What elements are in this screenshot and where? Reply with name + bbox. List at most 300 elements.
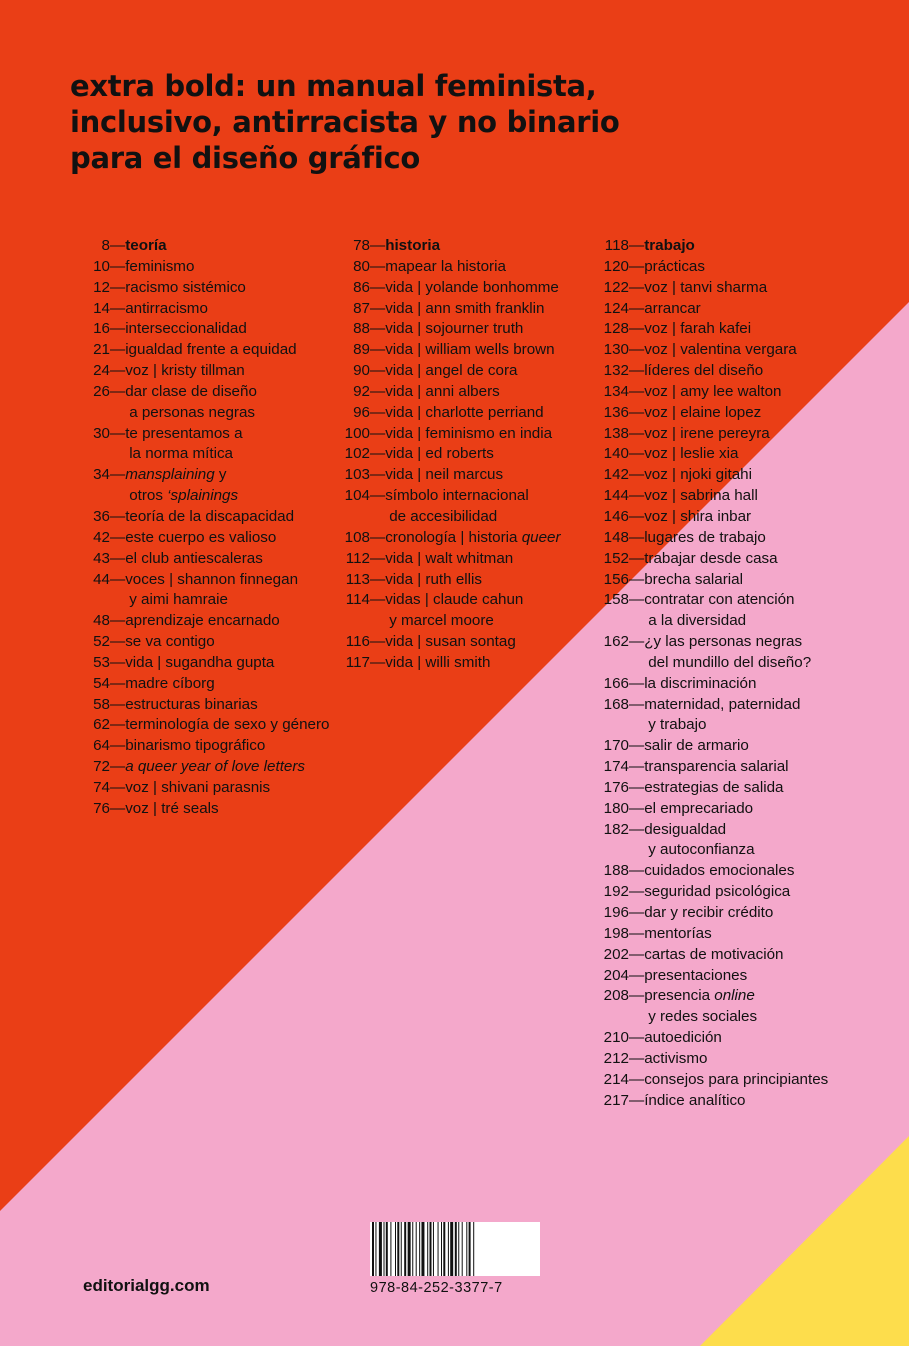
- em-dash-separator: —: [110, 737, 126, 755]
- toc-entry-title: [125, 549, 263, 570]
- em-dash-separator: —: [110, 320, 126, 338]
- toc-entry-title: [125, 528, 276, 549]
- toc-page-number: 196: [603, 904, 629, 921]
- toc-page-number: 34: [93, 466, 110, 484]
- toc-entry-title: [644, 799, 753, 820]
- toc-entry-title: [644, 674, 756, 695]
- toc-entry: [70, 653, 350, 674]
- toc-entry-line: vida | angel de cora: [385, 362, 518, 380]
- toc-entry-line: ¿y las personas negras: [644, 633, 803, 651]
- toc-page-number: 176: [603, 778, 629, 796]
- toc-entry: [70, 674, 350, 695]
- toc-entry-line: racismo sistémico: [125, 278, 246, 296]
- isbn-barcode: [370, 1222, 540, 1276]
- toc-entry-title: [125, 695, 258, 716]
- toc-entry-line: a personas negras: [129, 403, 255, 421]
- em-dash-separator: —: [110, 612, 126, 630]
- toc-entry-title: [385, 528, 560, 549]
- toc-entry-title: [385, 299, 544, 320]
- toc-entry-title: [385, 257, 506, 278]
- toc-entry-title: [644, 736, 749, 757]
- toc-entry-title: [644, 757, 788, 778]
- toc-entry-line: seguridad psicológica: [644, 883, 791, 901]
- toc-entry: [70, 424, 350, 466]
- toc-entry-title: [125, 507, 294, 528]
- toc-entry-title: [385, 465, 503, 486]
- toc-entry-line: voz | njoki gitahi: [644, 466, 752, 484]
- toc-entry: [584, 945, 884, 966]
- em-dash-separator: —: [629, 674, 645, 692]
- em-dash-separator: —: [110, 362, 126, 380]
- toc-page-number: 108: [344, 528, 370, 546]
- toc-entry-line: y trabajo: [648, 716, 707, 734]
- title-line-2: inclusivo, antirracista y no binario: [70, 105, 620, 139]
- toc-entry: [584, 778, 884, 799]
- toc-entry: [70, 549, 350, 570]
- toc-entry-line: historia: [385, 237, 441, 254]
- toc-page-number: 62: [93, 716, 110, 734]
- toc-entry-title: [644, 924, 712, 945]
- toc-entry-title: [125, 340, 296, 361]
- toc-page-number: 142: [603, 466, 629, 484]
- toc-entry-title: [644, 1049, 707, 1070]
- toc-page-number: 116: [345, 633, 370, 651]
- toc-entry-line: y autoconfianza: [648, 841, 755, 859]
- toc-entry-title: [385, 570, 482, 591]
- toc-page-number: 42: [93, 528, 110, 546]
- toc-entry-line: vida | yolande bonhomme: [385, 278, 559, 296]
- em-dash-separator: —: [629, 507, 645, 525]
- toc-entry-line: interseccionalidad: [125, 320, 247, 338]
- em-dash-separator: —: [370, 528, 386, 546]
- toc-entry-title: [125, 424, 242, 466]
- em-dash-separator: —: [370, 257, 386, 275]
- toc-entry-line: de accesibilidad: [389, 507, 498, 525]
- em-dash-separator: —: [370, 445, 386, 463]
- toc-page-number: 8: [101, 237, 110, 254]
- toc-entry: [584, 403, 884, 424]
- toc-page-number: 114: [345, 591, 370, 609]
- toc-entry-line: y redes sociales: [648, 1008, 758, 1026]
- toc-page-number: 208: [603, 987, 629, 1005]
- toc-entry-line: lugares de trabajo: [644, 528, 766, 546]
- toc-entry-title: [644, 903, 773, 924]
- toc-page-number: 210: [603, 1029, 629, 1047]
- toc-entry-title: [125, 653, 274, 674]
- em-dash-separator: —: [370, 320, 386, 338]
- barcode-bar: [379, 1222, 382, 1276]
- toc-entry-line: vida | william wells brown: [385, 341, 555, 359]
- toc-page-number: 170: [603, 737, 629, 755]
- em-dash-separator: —: [110, 778, 126, 796]
- em-dash-separator: —: [110, 382, 126, 400]
- barcode-bar: [401, 1222, 402, 1276]
- toc-entry-line: vidas | claude cahun: [385, 591, 524, 609]
- toc-page-number: 104: [344, 487, 370, 505]
- toc-page-number: 76: [93, 799, 110, 817]
- toc-page-number: 134: [603, 382, 629, 400]
- toc-entry-title: [385, 653, 490, 674]
- title-line-1: extra bold: un manual feminista,: [70, 69, 597, 103]
- toc-page-number: 158: [603, 591, 629, 609]
- toc-page-number: 12: [93, 278, 110, 296]
- toc-entry-line: vida | sugandha gupta: [125, 653, 275, 671]
- em-dash-separator: —: [629, 1029, 645, 1047]
- toc-column-trabajo: [584, 236, 884, 1111]
- toc-entry-line: vida | susan sontag: [385, 633, 516, 651]
- toc-page-number: 24: [93, 362, 110, 380]
- toc-entry-line: la discriminación: [644, 674, 757, 692]
- toc-entry-line: antirracismo: [125, 299, 208, 317]
- toc-page-number: 72: [93, 758, 110, 776]
- em-dash-separator: —: [110, 570, 126, 588]
- toc-entry: [584, 674, 884, 695]
- toc-entry-line: y aimi hamraie: [129, 591, 228, 609]
- toc-entry: [584, 236, 884, 257]
- toc-entry: [584, 1049, 884, 1070]
- em-dash-separator: —: [370, 403, 386, 421]
- toc-entry-line: autoedición: [644, 1029, 722, 1047]
- barcode-bar: [419, 1222, 420, 1276]
- toc-entry: [584, 382, 884, 403]
- toc-entry: [70, 236, 350, 257]
- toc-entry-title: [125, 382, 257, 424]
- toc-entry-title: [644, 361, 763, 382]
- toc-column-historia: [326, 236, 576, 674]
- toc-entry-title: [385, 236, 440, 257]
- toc-entry: [326, 236, 576, 257]
- barcode-bar: [390, 1222, 391, 1276]
- toc-page-number: 90: [353, 362, 370, 380]
- toc-entry: [584, 1028, 884, 1049]
- toc-entry-line: consejos para principiantes: [644, 1070, 829, 1088]
- toc-entry-line: voz | leslie xia: [644, 445, 739, 463]
- toc-entry: [326, 278, 576, 299]
- toc-entry: [326, 424, 576, 445]
- toc-entry-line: voz | irene pereyra: [644, 424, 770, 442]
- toc-entry: [584, 903, 884, 924]
- toc-page-number: 180: [603, 799, 629, 817]
- toc-page-number: 74: [93, 778, 110, 796]
- toc-entry-line: trabajar desde casa: [644, 549, 778, 567]
- em-dash-separator: —: [629, 987, 645, 1005]
- barcode-bar: [427, 1222, 428, 1276]
- em-dash-separator: —: [370, 591, 386, 609]
- toc-entry: [584, 465, 884, 486]
- toc-page-number: 124: [603, 299, 629, 317]
- toc-entry: [584, 340, 884, 361]
- em-dash-separator: —: [629, 341, 645, 359]
- toc-entry: [326, 486, 576, 528]
- toc-entry-line: símbolo internacional: [385, 487, 529, 505]
- toc-entry-line: el club antiescaleras: [125, 549, 263, 567]
- toc-entry: [326, 403, 576, 424]
- toc-page-number: 58: [93, 695, 110, 713]
- toc-entry: [584, 986, 884, 1028]
- em-dash-separator: —: [370, 633, 386, 651]
- toc-entry: [584, 570, 884, 591]
- toc-entry-line: voz | amy lee walton: [644, 382, 782, 400]
- em-dash-separator: —: [110, 257, 126, 275]
- toc-entry-line: teoría de la discapacidad: [125, 507, 295, 525]
- toc-page-number: 36: [93, 507, 110, 525]
- toc-entry-title: [385, 340, 554, 361]
- em-dash-separator: —: [629, 320, 645, 338]
- toc-entry-line: índice analítico: [644, 1091, 746, 1109]
- toc-page-number: 166: [603, 674, 629, 692]
- toc-entry: [326, 549, 576, 570]
- toc-entry-title: [385, 278, 559, 299]
- em-dash-separator: —: [370, 466, 386, 484]
- toc-entry-title: [644, 319, 751, 340]
- toc-entry-title: [125, 465, 238, 507]
- toc-entry-line: vida | anni albers: [385, 382, 500, 400]
- toc-entry: [70, 799, 350, 820]
- barcode-bar: [375, 1222, 376, 1276]
- toc-entry: [584, 299, 884, 320]
- toc-entry-line: cuidados emocionales: [644, 862, 795, 880]
- toc-entry-line: madre cíborg: [125, 674, 215, 692]
- toc-entry-title: [385, 319, 523, 340]
- em-dash-separator: —: [629, 924, 645, 942]
- toc-entry: [70, 695, 350, 716]
- toc-entry-line: vida | sojourner truth: [385, 320, 524, 338]
- toc-entry-title: [644, 236, 695, 257]
- toc-entry-title: [385, 361, 517, 382]
- toc-page-number: 100: [344, 424, 370, 442]
- toc-entry-line: vida | walt whitman: [385, 549, 514, 567]
- toc-page-number: 102: [344, 445, 370, 463]
- em-dash-separator: —: [370, 424, 386, 442]
- toc-entry: [584, 1091, 884, 1112]
- toc-entry-line: mapear la historia: [385, 257, 506, 275]
- toc-page-number: 182: [603, 820, 629, 838]
- toc-entry: [584, 549, 884, 570]
- em-dash-separator: —: [629, 466, 645, 484]
- barcode-bar: [438, 1222, 439, 1276]
- barcode-bar: [473, 1222, 474, 1276]
- toc-page-number: 21: [93, 341, 110, 359]
- toc-entry-line: vida | feminismo en india: [385, 424, 553, 442]
- em-dash-separator: —: [629, 945, 645, 963]
- toc-entry-title: [125, 361, 245, 382]
- toc-page-number: 112: [345, 549, 370, 567]
- toc-entry: [584, 319, 884, 340]
- em-dash-separator: —: [629, 883, 645, 901]
- em-dash-separator: —: [110, 633, 126, 651]
- em-dash-separator: —: [370, 278, 386, 296]
- em-dash-separator: —: [629, 633, 645, 651]
- toc-entry-title: [125, 611, 280, 632]
- toc-entry-line: aprendizaje encarnado: [125, 612, 280, 630]
- toc-entry-title: [644, 465, 752, 486]
- toc-page-number: 16: [93, 320, 110, 338]
- toc-entry-title: [125, 278, 246, 299]
- toc-entry: [326, 361, 576, 382]
- book-title: [70, 68, 870, 176]
- em-dash-separator: —: [629, 570, 645, 588]
- barcode-bar: [404, 1222, 406, 1276]
- em-dash-separator: —: [629, 549, 645, 567]
- toc-entry-title: [125, 257, 194, 278]
- toc-entry-title: [385, 424, 552, 445]
- toc-entry-title: [644, 882, 790, 903]
- title-line-3: para el diseño gráfico: [70, 141, 420, 175]
- toc-entry-title: [385, 403, 543, 424]
- toc-page-number: 192: [603, 883, 629, 901]
- toc-entry: [584, 799, 884, 820]
- toc-entry-line: maternidad, paternidad: [644, 695, 801, 713]
- em-dash-separator: —: [110, 549, 126, 567]
- toc-entry-line: el emprecariado: [644, 799, 754, 817]
- toc-entry: [584, 882, 884, 903]
- barcode-bar: [384, 1222, 385, 1276]
- em-dash-separator: —: [629, 904, 645, 921]
- toc-entry-line: mansplaining y: [125, 466, 227, 484]
- em-dash-separator: —: [629, 403, 645, 421]
- em-dash-separator: —: [110, 466, 126, 484]
- toc-entry-line: voz | farah kafei: [644, 320, 752, 338]
- em-dash-separator: —: [629, 1070, 645, 1088]
- toc-page-number: 202: [603, 945, 629, 963]
- toc-entry: [70, 778, 350, 799]
- toc-entry-line: líderes del diseño: [644, 362, 764, 380]
- em-dash-separator: —: [370, 382, 386, 400]
- em-dash-separator: —: [629, 362, 645, 380]
- toc-entry: [326, 590, 576, 632]
- toc-page-number: 198: [603, 924, 629, 942]
- toc-page-number: 30: [93, 424, 110, 442]
- toc-entry: [70, 507, 350, 528]
- toc-entry: [326, 444, 576, 465]
- toc-entry-line: estrategias de salida: [644, 778, 784, 796]
- toc-entry-line: presencia online: [644, 987, 755, 1005]
- toc-page-number: 120: [603, 257, 629, 275]
- toc-page-number: 144: [603, 487, 629, 505]
- toc-entry: [584, 632, 884, 674]
- em-dash-separator: —: [110, 716, 126, 734]
- barcode-bar: [408, 1222, 411, 1276]
- toc-page-number: 14: [93, 299, 110, 317]
- toc-entry-line: otros ‘splainings: [129, 487, 239, 505]
- toc-entry: [584, 736, 884, 757]
- toc-entry-line: vida | ruth ellis: [385, 570, 482, 588]
- toc-page-number: 87: [353, 299, 370, 317]
- toc-entry-title: [644, 444, 738, 465]
- toc-page-number: 48: [93, 612, 110, 630]
- toc-entry-line: voz | tré seals: [125, 799, 219, 817]
- em-dash-separator: —: [629, 591, 645, 609]
- toc-entry-title: [385, 549, 513, 570]
- toc-entry-line: voz | elaine lopez: [644, 403, 762, 421]
- barcode-bar: [412, 1222, 413, 1276]
- toc-entry-title: [125, 236, 166, 257]
- em-dash-separator: —: [110, 424, 126, 442]
- toc-entry-line: vida | charlotte perriand: [385, 403, 544, 421]
- toc-entry: [584, 820, 884, 862]
- toc-entry-title: [644, 486, 758, 507]
- toc-entry-title: [125, 632, 215, 653]
- toc-page-number: 113: [345, 570, 370, 588]
- barcode-bar: [466, 1222, 467, 1276]
- em-dash-separator: —: [629, 299, 645, 317]
- toc-entry: [326, 319, 576, 340]
- em-dash-separator: —: [370, 362, 386, 380]
- em-dash-separator: —: [110, 799, 126, 817]
- toc-entry-title: [644, 590, 794, 632]
- barcode-bar: [455, 1222, 457, 1276]
- em-dash-separator: —: [370, 570, 386, 588]
- em-dash-separator: —: [370, 487, 386, 505]
- toc-entry-line: voz | tanvi sharma: [644, 278, 768, 296]
- toc-entry: [70, 736, 350, 757]
- toc-page-number: 89: [353, 341, 370, 359]
- toc-page-number: 212: [603, 1049, 629, 1067]
- barcode-bar: [469, 1222, 471, 1276]
- toc-page-number: 128: [603, 320, 629, 338]
- toc-entry: [70, 528, 350, 549]
- toc-entry-line: cronología | historia queer: [385, 528, 561, 546]
- em-dash-separator: —: [629, 966, 645, 984]
- toc-entry-line: voz | sabrina hall: [644, 487, 758, 505]
- toc-entry-line: salir de armario: [644, 737, 749, 755]
- toc-entry-title: [644, 340, 797, 361]
- toc-entry-title: [644, 1091, 745, 1112]
- toc-page-number: 132: [603, 362, 629, 380]
- toc-entry: [584, 257, 884, 278]
- barcode-bar: [421, 1222, 424, 1276]
- toc-entry: [70, 715, 350, 736]
- toc-entry-title: [644, 570, 743, 591]
- toc-entry-line: vida | neil marcus: [385, 466, 504, 484]
- toc-page-number: 118: [604, 237, 629, 254]
- toc-page-number: 168: [603, 695, 629, 713]
- toc-page-number: 92: [353, 382, 370, 400]
- toc-page-number: 122: [603, 278, 629, 296]
- toc-entry: [584, 966, 884, 987]
- toc-entry-line: a queer year of love letters: [125, 758, 306, 776]
- toc-entry: [70, 757, 350, 778]
- barcode-bar: [430, 1222, 432, 1276]
- toc-entry: [326, 632, 576, 653]
- em-dash-separator: —: [629, 382, 645, 400]
- em-dash-separator: —: [370, 549, 386, 567]
- em-dash-separator: —: [629, 1091, 645, 1109]
- barcode-bar: [458, 1222, 459, 1276]
- toc-entry: [584, 528, 884, 549]
- em-dash-separator: —: [370, 299, 386, 317]
- toc-page-number: 140: [603, 445, 629, 463]
- toc-entry: [584, 424, 884, 445]
- toc-page-number: 217: [603, 1091, 629, 1109]
- barcode-bar: [450, 1222, 453, 1276]
- toc-entry-title: [644, 299, 701, 320]
- toc-entry-line: terminología de sexo y género: [125, 716, 330, 734]
- toc-entry-line: del mundillo del diseño?: [648, 653, 812, 671]
- em-dash-separator: —: [629, 737, 645, 755]
- toc-entry-line: binarismo tipográfico: [125, 737, 266, 755]
- toc-entry-title: [385, 590, 523, 632]
- toc-entry-title: [644, 820, 754, 862]
- em-dash-separator: —: [629, 424, 645, 442]
- toc-page-number: 88: [353, 320, 370, 338]
- toc-entry-line: estructuras binarias: [125, 695, 258, 713]
- toc-entry: [326, 299, 576, 320]
- toc-entry-title: [644, 966, 747, 987]
- toc-entry-line: voz | valentina vergara: [644, 341, 797, 359]
- toc-page-number: 136: [603, 403, 629, 421]
- toc-page-number: 138: [603, 424, 629, 442]
